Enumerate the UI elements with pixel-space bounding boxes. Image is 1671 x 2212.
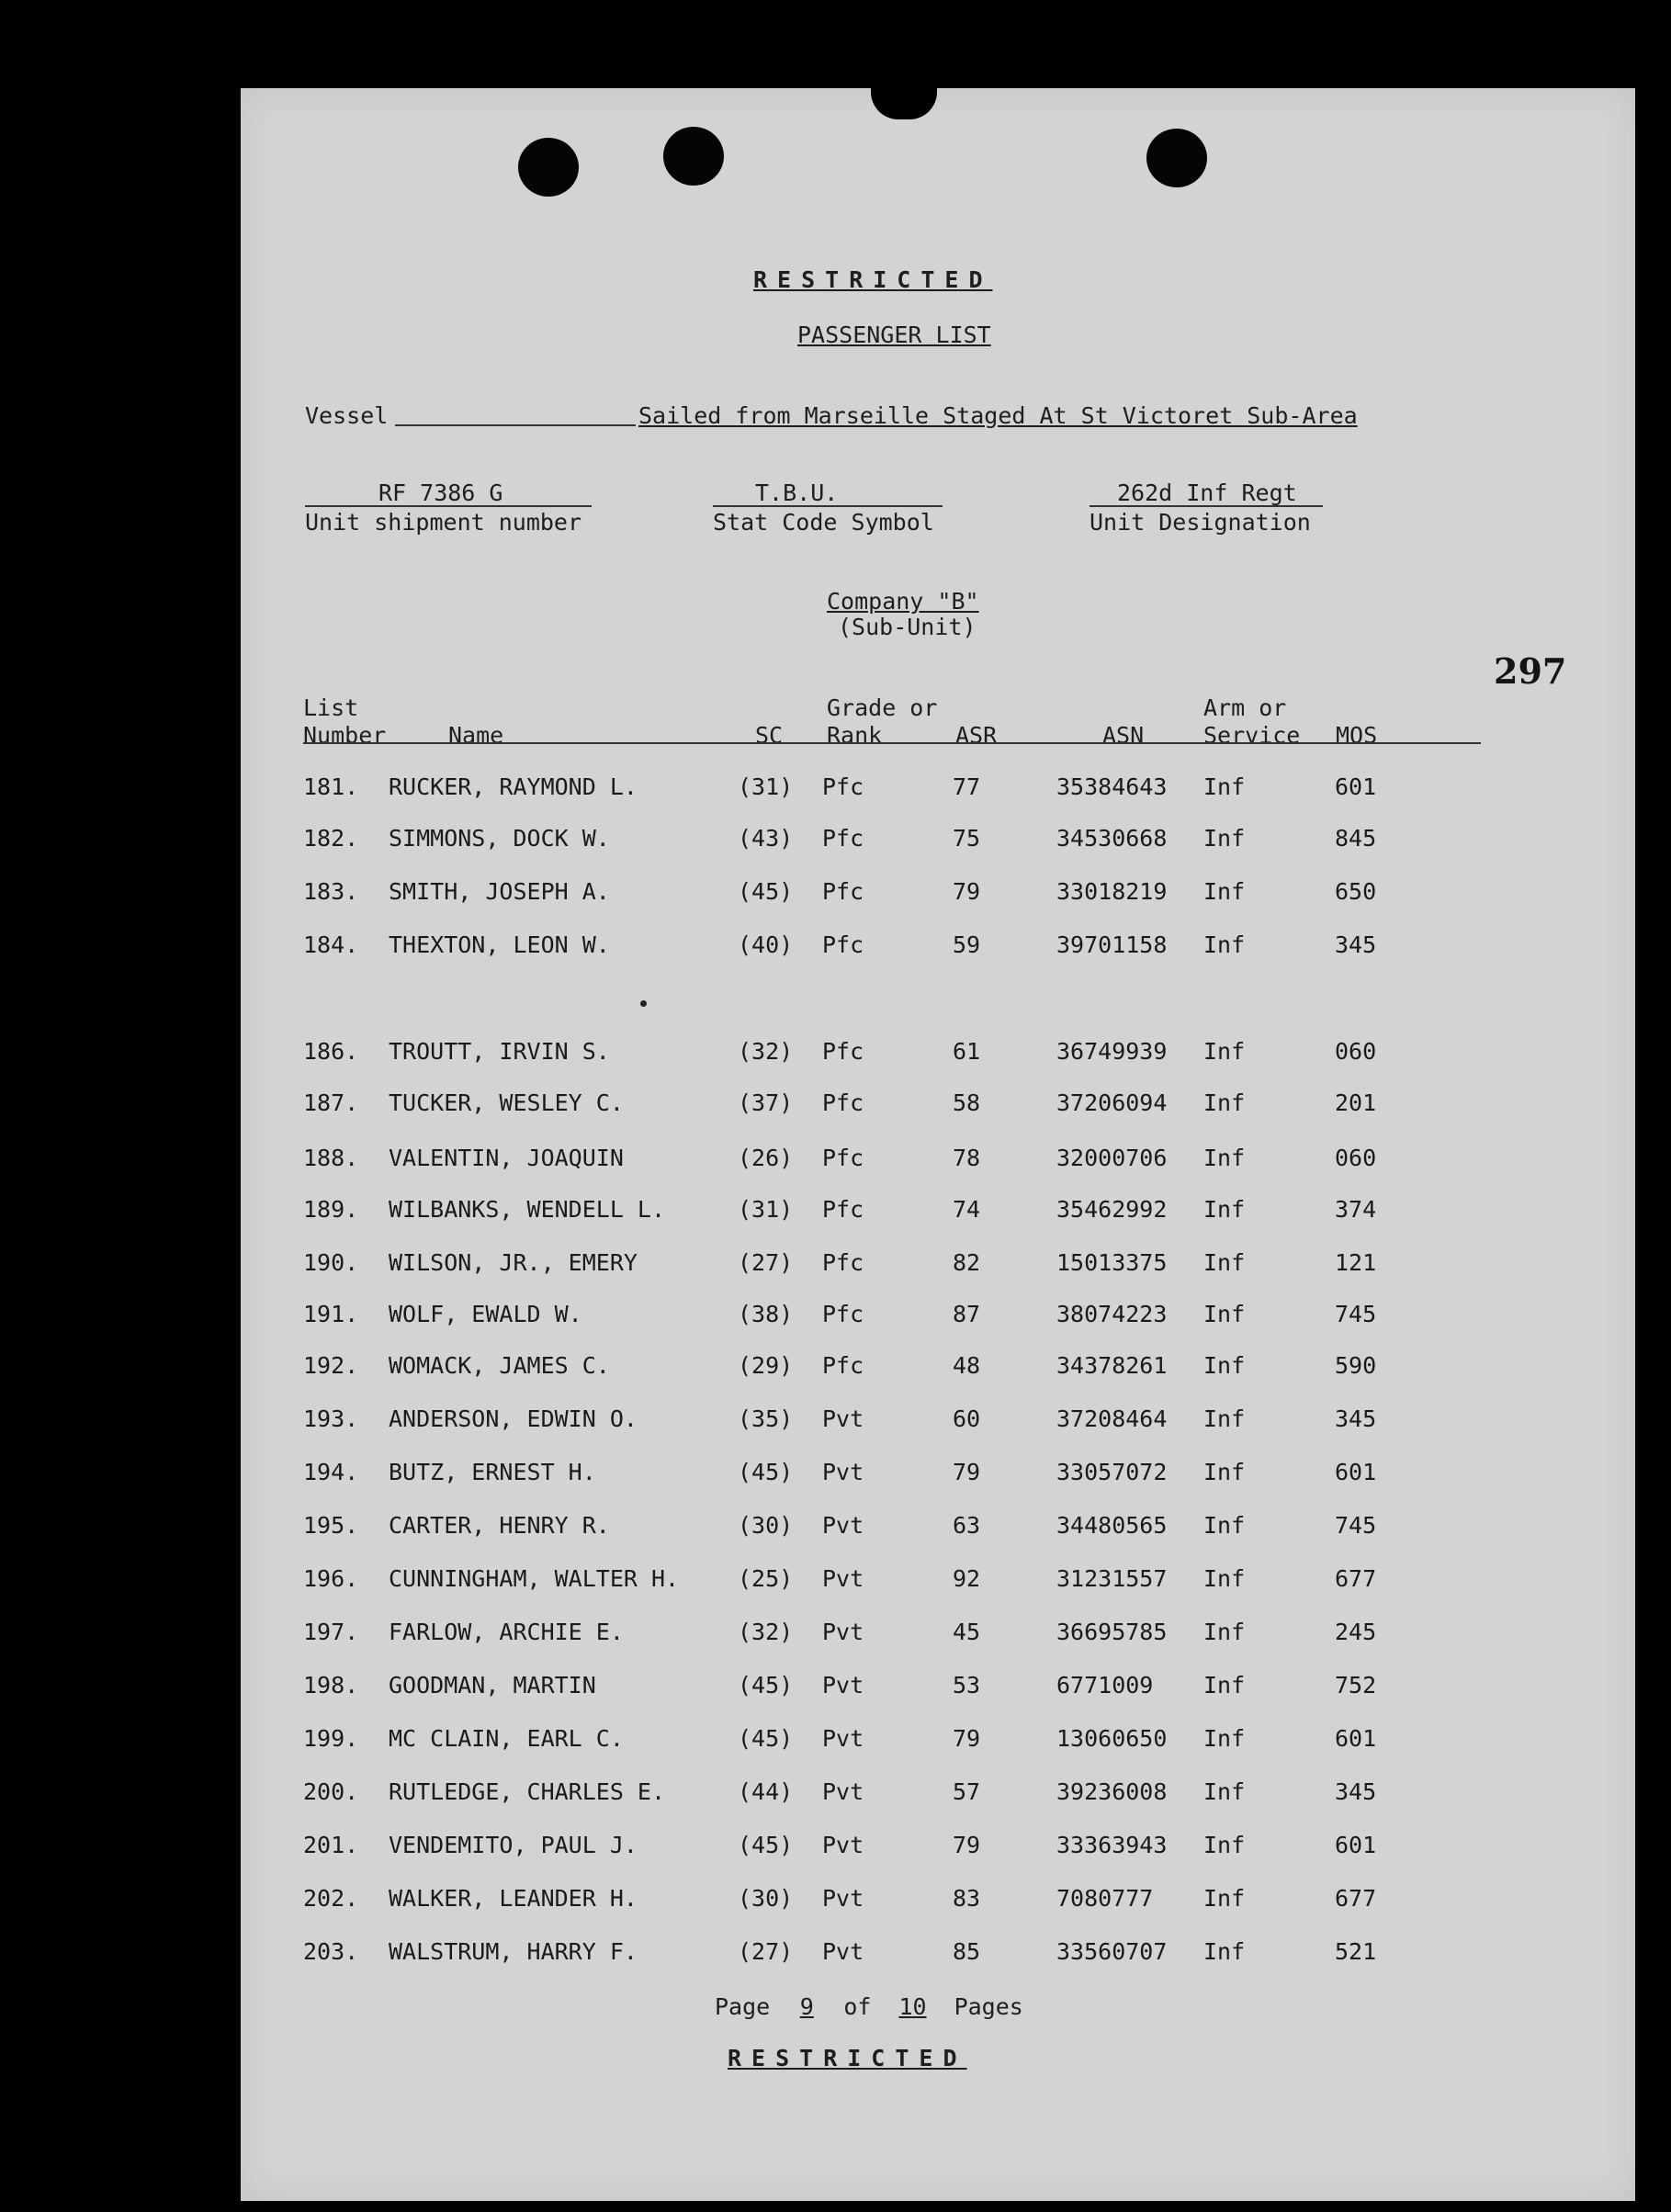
asr-value: 82 — [953, 1249, 981, 1276]
list-number: 182. — [303, 825, 359, 852]
rank-value: Pvt — [822, 1619, 864, 1645]
col-arm-line1: Arm or — [1203, 694, 1287, 721]
mos-value: 601 — [1335, 773, 1377, 800]
table-row — [0, 1885, 1671, 1922]
arm-value: Inf — [1203, 1885, 1246, 1912]
asr-value: 63 — [953, 1512, 981, 1539]
sc-value: (45) — [738, 1672, 794, 1698]
passenger-name: WOMACK, JAMES C. — [389, 1352, 610, 1379]
passenger-name: WALSTRUM, HARRY F. — [389, 1938, 638, 1965]
arm-value: Inf — [1203, 1619, 1246, 1645]
table-row — [0, 1089, 1671, 1126]
mos-value: 245 — [1335, 1619, 1377, 1645]
list-number: 194. — [303, 1459, 359, 1485]
mos-value: 121 — [1335, 1249, 1377, 1276]
sc-value: (30) — [738, 1885, 794, 1912]
rank-value: Pfc — [822, 1301, 864, 1327]
list-number: 193. — [303, 1405, 359, 1432]
list-number: 203. — [303, 1938, 359, 1965]
asn-value: 38074223 — [1056, 1301, 1168, 1327]
arm-value: Inf — [1203, 878, 1246, 905]
rank-value: Pvt — [822, 1778, 864, 1805]
asr-value: 83 — [953, 1885, 981, 1912]
col-name: Name — [448, 722, 504, 749]
asr-value: 61 — [953, 1038, 981, 1065]
unit-designation: 262d Inf Regt — [1117, 480, 1297, 506]
shipment-number-label: Unit shipment number — [305, 509, 582, 536]
list-number: 199. — [303, 1725, 359, 1752]
list-number: 195. — [303, 1512, 359, 1539]
rank-value: Pvt — [822, 1938, 864, 1965]
passenger-name: WILSON, JR., EMERY — [389, 1249, 638, 1276]
asn-value: 6771009 — [1056, 1672, 1154, 1698]
table-row — [0, 1196, 1671, 1233]
list-number: 202. — [303, 1885, 359, 1912]
sc-value: (32) — [738, 1038, 794, 1065]
table-row — [0, 1301, 1671, 1337]
rank-value: Pfc — [822, 878, 864, 905]
asn-value: 34480565 — [1056, 1512, 1168, 1539]
arm-value: Inf — [1203, 1672, 1246, 1698]
arm-value: Inf — [1203, 1089, 1246, 1116]
stamp-page-number: 297 — [1494, 650, 1567, 692]
asn-value: 33560707 — [1056, 1938, 1168, 1965]
asr-value: 48 — [953, 1352, 981, 1379]
rank-value: Pvt — [822, 1832, 864, 1858]
table-row — [0, 1249, 1671, 1286]
passenger-name: WALKER, LEANDER H. — [389, 1885, 638, 1912]
mos-value: 845 — [1335, 825, 1377, 852]
mos-value: 650 — [1335, 878, 1377, 905]
rank-value: Pvt — [822, 1725, 864, 1752]
passenger-name: VALENTIN, JOAQUIN — [389, 1145, 624, 1171]
stray-dot — [640, 1000, 647, 1007]
arm-value: Inf — [1203, 1145, 1246, 1171]
rank-value: Pfc — [822, 1145, 864, 1171]
col-list-line2: Number — [303, 722, 387, 749]
rank-value: Pfc — [822, 1038, 864, 1065]
rank-value: Pfc — [822, 931, 864, 958]
company: Company "B" — [827, 588, 979, 615]
asr-value: 58 — [953, 1089, 981, 1116]
asr-value: 57 — [953, 1778, 981, 1805]
arm-value: Inf — [1203, 1038, 1246, 1065]
list-number: 189. — [303, 1196, 359, 1223]
sc-value: (29) — [738, 1352, 794, 1379]
stat-code: T.B.U. — [755, 480, 839, 506]
arm-value: Inf — [1203, 1512, 1246, 1539]
passenger-name: VENDEMITO, PAUL J. — [389, 1832, 638, 1858]
asr-value: 92 — [953, 1565, 981, 1592]
asr-value: 87 — [953, 1301, 981, 1327]
sc-value: (31) — [738, 1196, 794, 1223]
sub-unit-label: (Sub-Unit) — [838, 614, 977, 640]
asr-value: 79 — [953, 1725, 981, 1752]
asn-value: 34378261 — [1056, 1352, 1168, 1379]
footer-page-current: 9 — [799, 1993, 814, 2020]
passenger-name: THEXTON, LEON W. — [389, 931, 610, 958]
asn-value: 32000706 — [1056, 1145, 1168, 1171]
arm-value: Inf — [1203, 1196, 1246, 1223]
sc-value: (45) — [738, 878, 794, 905]
footer-page-suffix: Pages — [954, 1993, 1023, 2020]
mos-value: 374 — [1335, 1196, 1377, 1223]
table-row — [0, 825, 1671, 862]
passenger-name: RUTLEDGE, CHARLES E. — [389, 1778, 666, 1805]
asr-value: 59 — [953, 931, 981, 958]
col-list-line1: List — [303, 694, 359, 721]
asn-value: 35462992 — [1056, 1196, 1168, 1223]
asn-value: 36749939 — [1056, 1038, 1168, 1065]
asn-value: 39236008 — [1056, 1778, 1168, 1805]
list-number: 181. — [303, 773, 359, 800]
passenger-name: FARLOW, ARCHIE E. — [389, 1619, 624, 1645]
sc-value: (37) — [738, 1089, 794, 1116]
passenger-name: CUNNINGHAM, WALTER H. — [389, 1565, 680, 1592]
asn-value: 37206094 — [1056, 1089, 1168, 1116]
table-row — [0, 1405, 1671, 1442]
list-number: 188. — [303, 1145, 359, 1171]
sc-value: (32) — [738, 1619, 794, 1645]
table-row — [0, 1832, 1671, 1868]
col-grade-line2: Rank — [827, 722, 883, 749]
table-row — [0, 878, 1671, 915]
asn-value: 37208464 — [1056, 1405, 1168, 1432]
asn-value: 33018219 — [1056, 878, 1168, 905]
table-row — [0, 1938, 1671, 1975]
rank-value: Pfc — [822, 773, 864, 800]
list-number: 197. — [303, 1619, 359, 1645]
table-row — [0, 1038, 1671, 1075]
table-row — [0, 1778, 1671, 1815]
mos-value: 345 — [1335, 1405, 1377, 1432]
list-number: 191. — [303, 1301, 359, 1327]
arm-value: Inf — [1203, 1565, 1246, 1592]
sc-value: (45) — [738, 1725, 794, 1752]
col-asn: ASN — [1102, 722, 1145, 749]
col-sc: SC — [755, 722, 784, 749]
rank-value: Pvt — [822, 1459, 864, 1485]
asr-value: 79 — [953, 878, 981, 905]
asr-value: 53 — [953, 1672, 981, 1698]
mos-value: 601 — [1335, 1459, 1377, 1485]
asr-value: 78 — [953, 1145, 981, 1171]
rank-value: Pvt — [822, 1512, 864, 1539]
passenger-name: BUTZ, ERNEST H. — [389, 1459, 596, 1485]
arm-value: Inf — [1203, 1459, 1246, 1485]
mos-value: 201 — [1335, 1089, 1377, 1116]
list-number: 196. — [303, 1565, 359, 1592]
mos-value: 677 — [1335, 1565, 1377, 1592]
table-row — [0, 773, 1671, 810]
footer-page-line — [715, 1993, 1023, 2020]
stat-code-label: Stat Code Symbol — [713, 509, 934, 536]
list-number: 192. — [303, 1352, 359, 1379]
sc-value: (30) — [738, 1512, 794, 1539]
asr-value: 85 — [953, 1938, 981, 1965]
asr-value: 79 — [953, 1459, 981, 1485]
asn-value: 31231557 — [1056, 1565, 1168, 1592]
mos-value: 060 — [1335, 1145, 1377, 1171]
asr-value: 45 — [953, 1619, 981, 1645]
asn-value: 13060650 — [1056, 1725, 1168, 1752]
arm-value: Inf — [1203, 1725, 1246, 1752]
rank-value: Pvt — [822, 1565, 864, 1592]
arm-value: Inf — [1203, 1301, 1246, 1327]
restricted-title: RESTRICTED — [753, 266, 993, 293]
asr-value: 75 — [953, 825, 981, 852]
rank-value: Pfc — [822, 1196, 864, 1223]
col-arm-line2: Service — [1203, 722, 1301, 749]
arm-value: Inf — [1203, 1778, 1246, 1805]
rank-value: Pfc — [822, 1089, 864, 1116]
unit-designation-label: Unit Designation — [1090, 509, 1311, 536]
arm-value: Inf — [1203, 1405, 1246, 1432]
sc-value: (38) — [738, 1301, 794, 1327]
mos-value: 677 — [1335, 1885, 1377, 1912]
table-row — [0, 1145, 1671, 1181]
sc-value: (35) — [738, 1405, 794, 1432]
passenger-name: RUCKER, RAYMOND L. — [389, 773, 638, 800]
sailed-from: Sailed from Marseille Staged At St Victoret Sub-Area — [638, 402, 1358, 429]
passenger-name: TUCKER, WESLEY C. — [389, 1089, 624, 1116]
list-number: 183. — [303, 878, 359, 905]
table-row — [0, 931, 1671, 968]
sc-value: (45) — [738, 1459, 794, 1485]
passenger-name: SMITH, JOSEPH A. — [389, 878, 610, 905]
table-row — [0, 1565, 1671, 1602]
sc-value: (45) — [738, 1832, 794, 1858]
table-row — [0, 1672, 1671, 1709]
sc-value: (25) — [738, 1565, 794, 1592]
list-number: 198. — [303, 1672, 359, 1698]
mos-value: 345 — [1335, 1778, 1377, 1805]
sc-value: (27) — [738, 1938, 794, 1965]
list-number: 200. — [303, 1778, 359, 1805]
arm-value: Inf — [1203, 931, 1246, 958]
sc-value: (40) — [738, 931, 794, 958]
asn-value: 39701158 — [1056, 931, 1168, 958]
col-grade-line1: Grade or — [827, 694, 938, 721]
passenger-name: MC CLAIN, EARL C. — [389, 1725, 624, 1752]
footer-page-prefix: Page — [715, 1993, 771, 2020]
table-row — [0, 1725, 1671, 1762]
mos-value: 345 — [1335, 931, 1377, 958]
mos-value: 745 — [1335, 1512, 1377, 1539]
asn-value: 33057072 — [1056, 1459, 1168, 1485]
list-number: 186. — [303, 1038, 359, 1065]
sc-value: (44) — [738, 1778, 794, 1805]
asn-value: 34530668 — [1056, 825, 1168, 852]
asn-value: 33363943 — [1056, 1832, 1168, 1858]
mos-value: 521 — [1335, 1938, 1377, 1965]
table-row — [0, 1619, 1671, 1655]
col-mos: MOS — [1336, 722, 1378, 749]
asr-value: 77 — [953, 773, 981, 800]
rank-value: Pfc — [822, 825, 864, 852]
passenger-name: SIMMONS, DOCK W. — [389, 825, 610, 852]
list-number: 201. — [303, 1832, 359, 1858]
arm-value: Inf — [1203, 825, 1246, 852]
footer-restricted: RESTRICTED — [728, 2045, 967, 2071]
list-number: 187. — [303, 1089, 359, 1116]
sc-value: (26) — [738, 1145, 794, 1171]
arm-value: Inf — [1203, 1249, 1246, 1276]
rank-value: Pvt — [822, 1405, 864, 1432]
mos-value: 060 — [1335, 1038, 1377, 1065]
sc-value: (31) — [738, 773, 794, 800]
asr-value: 79 — [953, 1832, 981, 1858]
passenger-list-title: PASSENGER LIST — [797, 322, 991, 348]
mos-value: 601 — [1335, 1725, 1377, 1752]
passenger-name: WOLF, EWALD W. — [389, 1301, 582, 1327]
passenger-name: WILBANKS, WENDELL L. — [389, 1196, 666, 1223]
passenger-name: GOODMAN, MARTIN — [389, 1672, 596, 1698]
vessel-label: Vessel — [305, 402, 389, 429]
mos-value: 601 — [1335, 1832, 1377, 1858]
list-number: 184. — [303, 931, 359, 958]
rank-value: Pfc — [822, 1352, 864, 1379]
rank-value: Pvt — [822, 1885, 864, 1912]
mos-value: 590 — [1335, 1352, 1377, 1379]
rank-value: Pvt — [822, 1672, 864, 1698]
passenger-name: ANDERSON, EDWIN O. — [389, 1405, 638, 1432]
mos-value: 752 — [1335, 1672, 1377, 1698]
arm-value: Inf — [1203, 773, 1246, 800]
sc-value: (27) — [738, 1249, 794, 1276]
asr-value: 60 — [953, 1405, 981, 1432]
sc-value: (43) — [738, 825, 794, 852]
passenger-name: CARTER, HENRY R. — [389, 1512, 610, 1539]
arm-value: Inf — [1203, 1938, 1246, 1965]
shipment-number: RF 7386 G — [378, 480, 503, 506]
arm-value: Inf — [1203, 1832, 1246, 1858]
table-row — [0, 1459, 1671, 1495]
mos-value: 745 — [1335, 1301, 1377, 1327]
footer-page-of: of — [843, 1993, 872, 2020]
table-row — [0, 1352, 1671, 1389]
asn-value: 35384643 — [1056, 773, 1168, 800]
table-row — [0, 1512, 1671, 1549]
rank-value: Pfc — [822, 1249, 864, 1276]
arm-value: Inf — [1203, 1352, 1246, 1379]
asn-value: 36695785 — [1056, 1619, 1168, 1645]
asr-value: 74 — [953, 1196, 981, 1223]
passenger-name: TROUTT, IRVIN S. — [389, 1038, 610, 1065]
footer-page-total: 10 — [898, 1993, 927, 2020]
col-asr: ASR — [955, 722, 998, 749]
list-number: 190. — [303, 1249, 359, 1276]
asn-value: 7080777 — [1056, 1885, 1154, 1912]
asn-value: 15013375 — [1056, 1249, 1168, 1276]
